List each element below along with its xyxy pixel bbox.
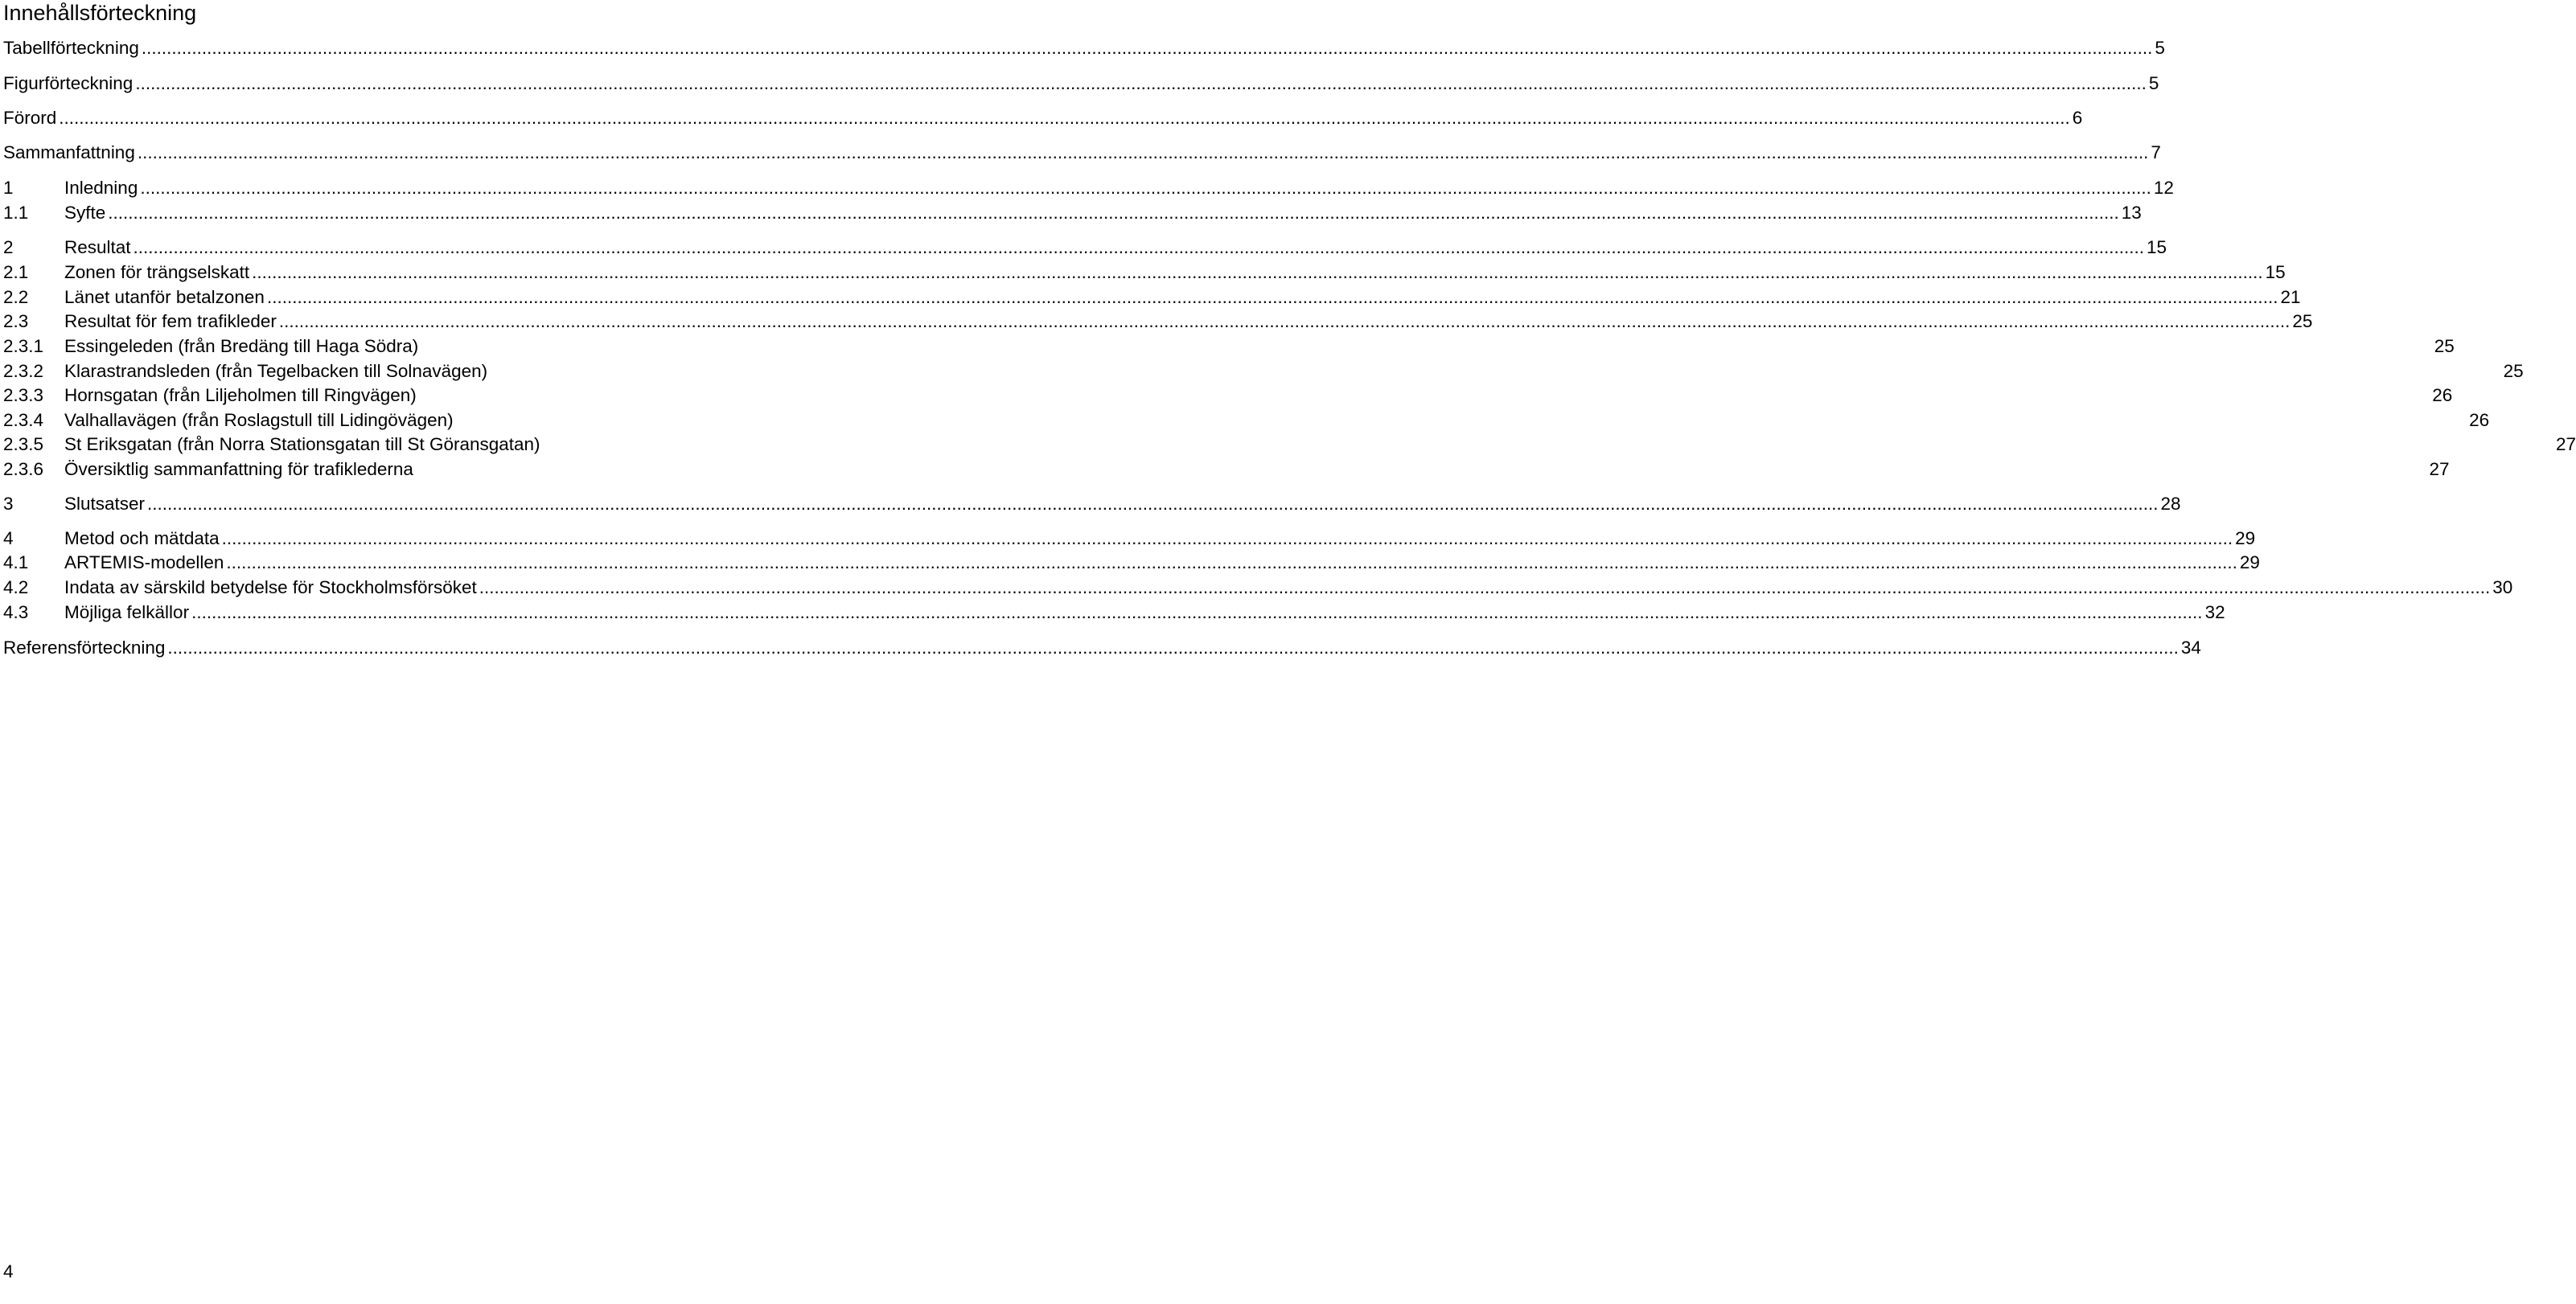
- toc-entry-label: St Eriksgatan (från Norra Stationsgatan till St Göransgatan): [64, 434, 540, 454]
- toc-entry-label: Metod och mätdata: [64, 528, 220, 548]
- toc-entry-label: Resultat: [64, 237, 131, 257]
- toc-entry-number: 2.3.1: [3, 336, 44, 356]
- toc-entry-page: 13: [2121, 203, 2142, 223]
- toc-entry-label: Klarastrandsleden (från Tegelbacken till Solnavägen): [64, 361, 488, 381]
- toc-entry-number: 2: [3, 237, 14, 257]
- toc-entry-number: 2.2: [3, 287, 29, 307]
- toc-entry-label: Figurförteckning: [3, 73, 134, 93]
- toc-entry-label: Syfte: [64, 203, 106, 223]
- toc-dot-leader: ................................................................................................................................................................................................................................................................................................................................................................................................................: [135, 73, 2147, 93]
- toc-entry-label: Tabellförteckning: [3, 38, 139, 58]
- toc-entry[interactable]: [3, 175, 2174, 201]
- toc-entry-number: 2.3.3: [3, 385, 44, 405]
- toc-entry-label: Inledning: [64, 178, 138, 198]
- toc-dot-leader: ................................................................................................................................................................................................................................................................................................................................................................................................................: [140, 178, 2151, 198]
- toc-entry-page: 6: [2072, 108, 2083, 128]
- toc-entry-number: 2.3.6: [3, 459, 44, 479]
- toc-entry[interactable]: [3, 334, 2455, 359]
- toc-dot-leader: ................................................................................................................................................................................................................................................................................................................................................................................................................: [133, 237, 2145, 257]
- toc-entry-number: 2.1: [3, 262, 29, 282]
- toc-entry-page: 29: [2235, 528, 2256, 548]
- toc-entry-label: Valhallavägen (från Roslagstull till Lidingövägen): [64, 410, 454, 430]
- toc-entry-page: 25: [2292, 311, 2313, 331]
- toc-entry-label: Hornsgatan (från Liljeholmen till Ringvägen): [64, 385, 417, 405]
- toc-entry-label: Förord: [3, 108, 57, 128]
- toc-entry-label: Länet utanför betalzonen: [64, 287, 265, 307]
- toc-entry-number: 2.3.4: [3, 410, 44, 430]
- toc-entry-number: 2.3.5: [3, 434, 44, 454]
- toc-entry-page: 27: [2556, 434, 2576, 454]
- toc-entry-page: 30: [2492, 577, 2513, 597]
- toc-dot-leader: ................................................................................................................................................................................................................................................................................................................................................................................................................: [278, 311, 2290, 331]
- toc-dot-leader: ................................................................................................................................................................................................................................................................................................................................................................................................................: [252, 262, 2263, 282]
- toc-entry-number: 4.3: [3, 602, 29, 622]
- toc-entry-page: 5: [2155, 38, 2165, 58]
- toc-entry[interactable]: [3, 383, 2453, 408]
- toc-entry-page: 12: [2153, 178, 2174, 198]
- toc-entry-number: 4.1: [3, 552, 29, 572]
- toc-entry-page: 25: [2434, 336, 2455, 356]
- page-number: 4: [3, 1261, 14, 1281]
- toc-dot-leader: ................................................................................................................................................................................................................................................................................................................................................................................................................: [221, 528, 2233, 548]
- toc-entry[interactable]: [3, 200, 2142, 226]
- toc-entry[interactable]: [3, 491, 2181, 517]
- toc-entry[interactable]: [3, 309, 2313, 334]
- toc-entry-number: 4.2: [3, 577, 29, 597]
- toc-entry[interactable]: [3, 432, 2576, 457]
- toc-entry-number: 1: [3, 178, 14, 198]
- toc-dot-leader: ................................................................................................................................................................................................................................................................................................................................................................................................................: [266, 287, 2278, 307]
- toc-entry-label: Essingeleden (från Bredäng till Haga Södra): [64, 336, 419, 356]
- toc-entry-page: 5: [2148, 73, 2159, 93]
- toc-entry-label: ARTEMIS-modellen: [64, 552, 224, 572]
- toc-entry[interactable]: [3, 408, 2490, 433]
- toc-entry[interactable]: [3, 526, 2256, 552]
- toc-entry-page: 34: [2180, 638, 2201, 658]
- toc-entry[interactable]: [3, 140, 2161, 166]
- toc-title: Innehållsförteckning: [3, 1, 197, 25]
- toc-entry[interactable]: [3, 457, 2450, 482]
- toc-entry-page: 25: [2503, 361, 2524, 381]
- toc-dot-leader: ................................................................................................................................................................................................................................................................................................................................................................................................................: [141, 38, 2153, 58]
- toc-entry-page: 27: [2429, 459, 2450, 479]
- toc-entry-page: 15: [2265, 262, 2286, 282]
- toc-entry[interactable]: [3, 105, 2083, 131]
- toc-dot-leader: ................................................................................................................................................................................................................................................................................................................................................................................................................: [167, 638, 2179, 658]
- toc-entry-label: Indata av särskild betydelse för Stockholmsförsöket: [64, 577, 477, 597]
- toc-entry-number: 4: [3, 528, 14, 548]
- toc-entry-label: Zonen för trängselskatt: [64, 262, 250, 282]
- toc-entry-page: 29: [2239, 552, 2260, 572]
- toc-entry[interactable]: [3, 600, 2225, 625]
- toc-entry-number: 2.3.2: [3, 361, 44, 381]
- toc-entry-page: 21: [2280, 287, 2301, 307]
- toc-entry-label: Resultat för fem trafikleder: [64, 311, 277, 331]
- toc-entry[interactable]: [3, 235, 2167, 260]
- toc-entry-page: 26: [2469, 410, 2490, 430]
- toc-dot-leader: ................................................................................................................................................................................................................................................................................................................................................................................................................: [226, 552, 2237, 572]
- toc-dot-leader: ................................................................................................................................................................................................................................................................................................................................................................................................................: [191, 602, 2203, 622]
- toc-entry-label: Möjliga felkällor: [64, 602, 190, 622]
- toc-entry-label: Sammanfattning: [3, 142, 135, 162]
- toc-entry[interactable]: [3, 71, 2159, 96]
- toc-entry-label: Slutsatser: [64, 494, 146, 514]
- toc-dot-leader: ................................................................................................................................................................................................................................................................................................................................................................................................................: [147, 494, 2159, 514]
- toc-dot-leader: ................................................................................................................................................................................................................................................................................................................................................................................................................: [137, 142, 2149, 162]
- toc-entry-page: 28: [2160, 494, 2181, 514]
- toc-dot-leader: ................................................................................................................................................................................................................................................................................................................................................................................................................: [59, 108, 2070, 128]
- toc-entry-page: 32: [2204, 602, 2225, 622]
- toc-entry-label: Översiktlig sammanfattning för trafiklederna: [64, 459, 413, 479]
- toc-entry[interactable]: [3, 260, 2286, 285]
- toc-entry-page: 15: [2147, 237, 2167, 257]
- toc-entry-number: 3: [3, 494, 14, 514]
- toc-entry-page: 7: [2151, 142, 2161, 162]
- toc-entry-number: 2.3: [3, 311, 29, 331]
- toc-entry[interactable]: [3, 550, 2260, 576]
- toc-dot-leader: ................................................................................................................................................................................................................................................................................................................................................................................................................: [479, 577, 2491, 597]
- toc-entry[interactable]: [3, 635, 2201, 661]
- toc-dot-leader: ................................................................................................................................................................................................................................................................................................................................................................................................................: [108, 203, 2119, 223]
- toc-entry[interactable]: [3, 359, 2524, 384]
- toc-entry[interactable]: [3, 35, 2165, 61]
- toc-entry-label: Referensförteckning: [3, 638, 166, 658]
- toc-entry-page: 26: [2432, 385, 2453, 405]
- toc-entry[interactable]: [3, 285, 2301, 310]
- toc-entry-number: 1.1: [3, 203, 29, 223]
- toc-entry[interactable]: [3, 575, 2513, 601]
